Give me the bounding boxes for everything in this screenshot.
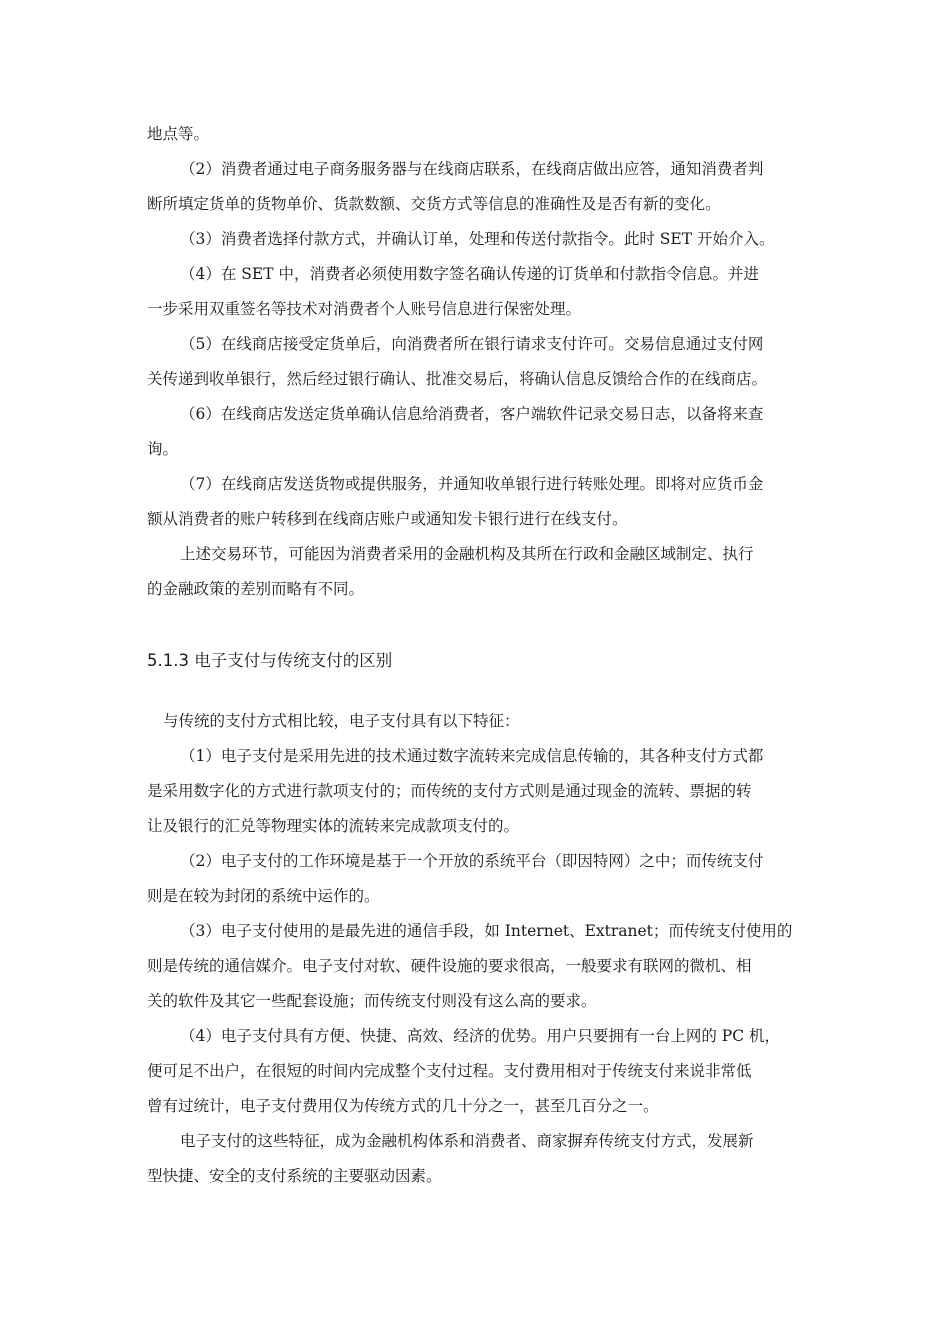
paragraph-line: （5）在线商店接受定货单后，向消费者所在银行请求支付许可。交易信息通过支付网: [180, 335, 764, 353]
transaction-steps-section: [147, 117, 803, 607]
paragraph-line: 型快捷、安全的支付系统的主要驱动因素。: [147, 1167, 442, 1185]
paragraph-line: （4）电子支付具有方便、快捷、高效、经济的优势。用户只要拥有一台上网的 PC 机，: [180, 1027, 781, 1045]
paragraph-line: 断所填定货单的货物单价、货款数额、交货方式等信息的准确性及是否有新的变化。: [147, 195, 721, 213]
paragraph-line: 则是在较为封闭的系统中运作的。: [147, 887, 380, 905]
paragraph-line: （2）电子支付的工作环境是基于一个开放的系统平台（即因特网）之中；而传统支付: [180, 852, 764, 870]
paragraph-line: 询。: [147, 440, 179, 458]
section-heading: 5.1.3 电子支付与传统支付的区别: [147, 651, 393, 670]
payment-features-section: [147, 704, 803, 1194]
paragraph-line: （3）消费者选择付款方式，并确认订单，处理和传送付款指令。此时 SET 开始介入。: [180, 230, 775, 248]
paragraph-line: 关的软件及其它一些配套设施；而传统支付则没有这么高的要求。: [147, 992, 597, 1010]
paragraph-line: 则是传统的通信媒介。电子支付对软、硬件设施的要求很高，一般要求有联网的微机、相: [147, 957, 752, 975]
paragraph-line: （2）消费者通过电子商务服务器与在线商店联系，在线商店做出应答，通知消费者判: [180, 160, 764, 178]
paragraph-line: 曾有过统计，电子支付费用仅为传统方式的几十分之一，甚至几百分之一。: [147, 1097, 659, 1115]
paragraph-line: （7）在线商店发送货物或提供服务，并通知收单银行进行转账处理。即将对应货币金: [180, 475, 764, 493]
paragraph-line: 便可足不出户，在很短的时间内完成整个支付过程。支付费用相对于传统支付来说非常低: [147, 1062, 752, 1080]
paragraph-line: 地点等。: [147, 125, 210, 143]
paragraph-line: 的金融政策的差别而略有不同。: [147, 580, 365, 598]
paragraph-line: 额从消费者的账户转移到在线商店账户或通知发卡银行进行在线支付。: [147, 510, 628, 528]
paragraph-line: （4）在 SET 中，消费者必须使用数字签名确认传递的订货单和付款指令信息。并进: [180, 265, 759, 283]
paragraph-line: 关传递到收单银行，然后经过银行确认、批准交易后，将确认信息反馈给合作的在线商店。: [147, 370, 768, 388]
paragraph-line: （6）在线商店发送定货单确认信息给消费者，客户端软件记录交易日志，以备将来查: [180, 405, 764, 423]
paragraph-line: （1）电子支付是采用先进的技术通过数字流转来完成信息传输的，其各种支付方式都: [180, 747, 764, 765]
paragraph-line: 与传统的支付方式相比较，电子支付具有以下特征：: [163, 712, 520, 730]
paragraph-line: 电子支付的这些特征，成为金融机构体系和消费者、商家摒弃传统支付方式，发展新: [180, 1132, 754, 1150]
paragraph-line: 上述交易环节，可能因为消费者采用的金融机构及其所在行政和金融区域制定、执行: [180, 545, 754, 563]
paragraph-line: 是采用数字化的方式进行款项支付的；而传统的支付方式则是通过现金的流转、票据的转: [147, 782, 752, 800]
paragraph-line: 一步采用双重签名等技术对消费者个人账号信息进行保密处理。: [147, 300, 582, 318]
paragraph-line: 让及银行的汇兑等物理实体的流转来完成款项支付的。: [147, 817, 520, 835]
paragraph-line: （3）电子支付使用的是最先进的通信手段，如 Internet、Extranet；而传统支付使用的: [180, 922, 793, 940]
